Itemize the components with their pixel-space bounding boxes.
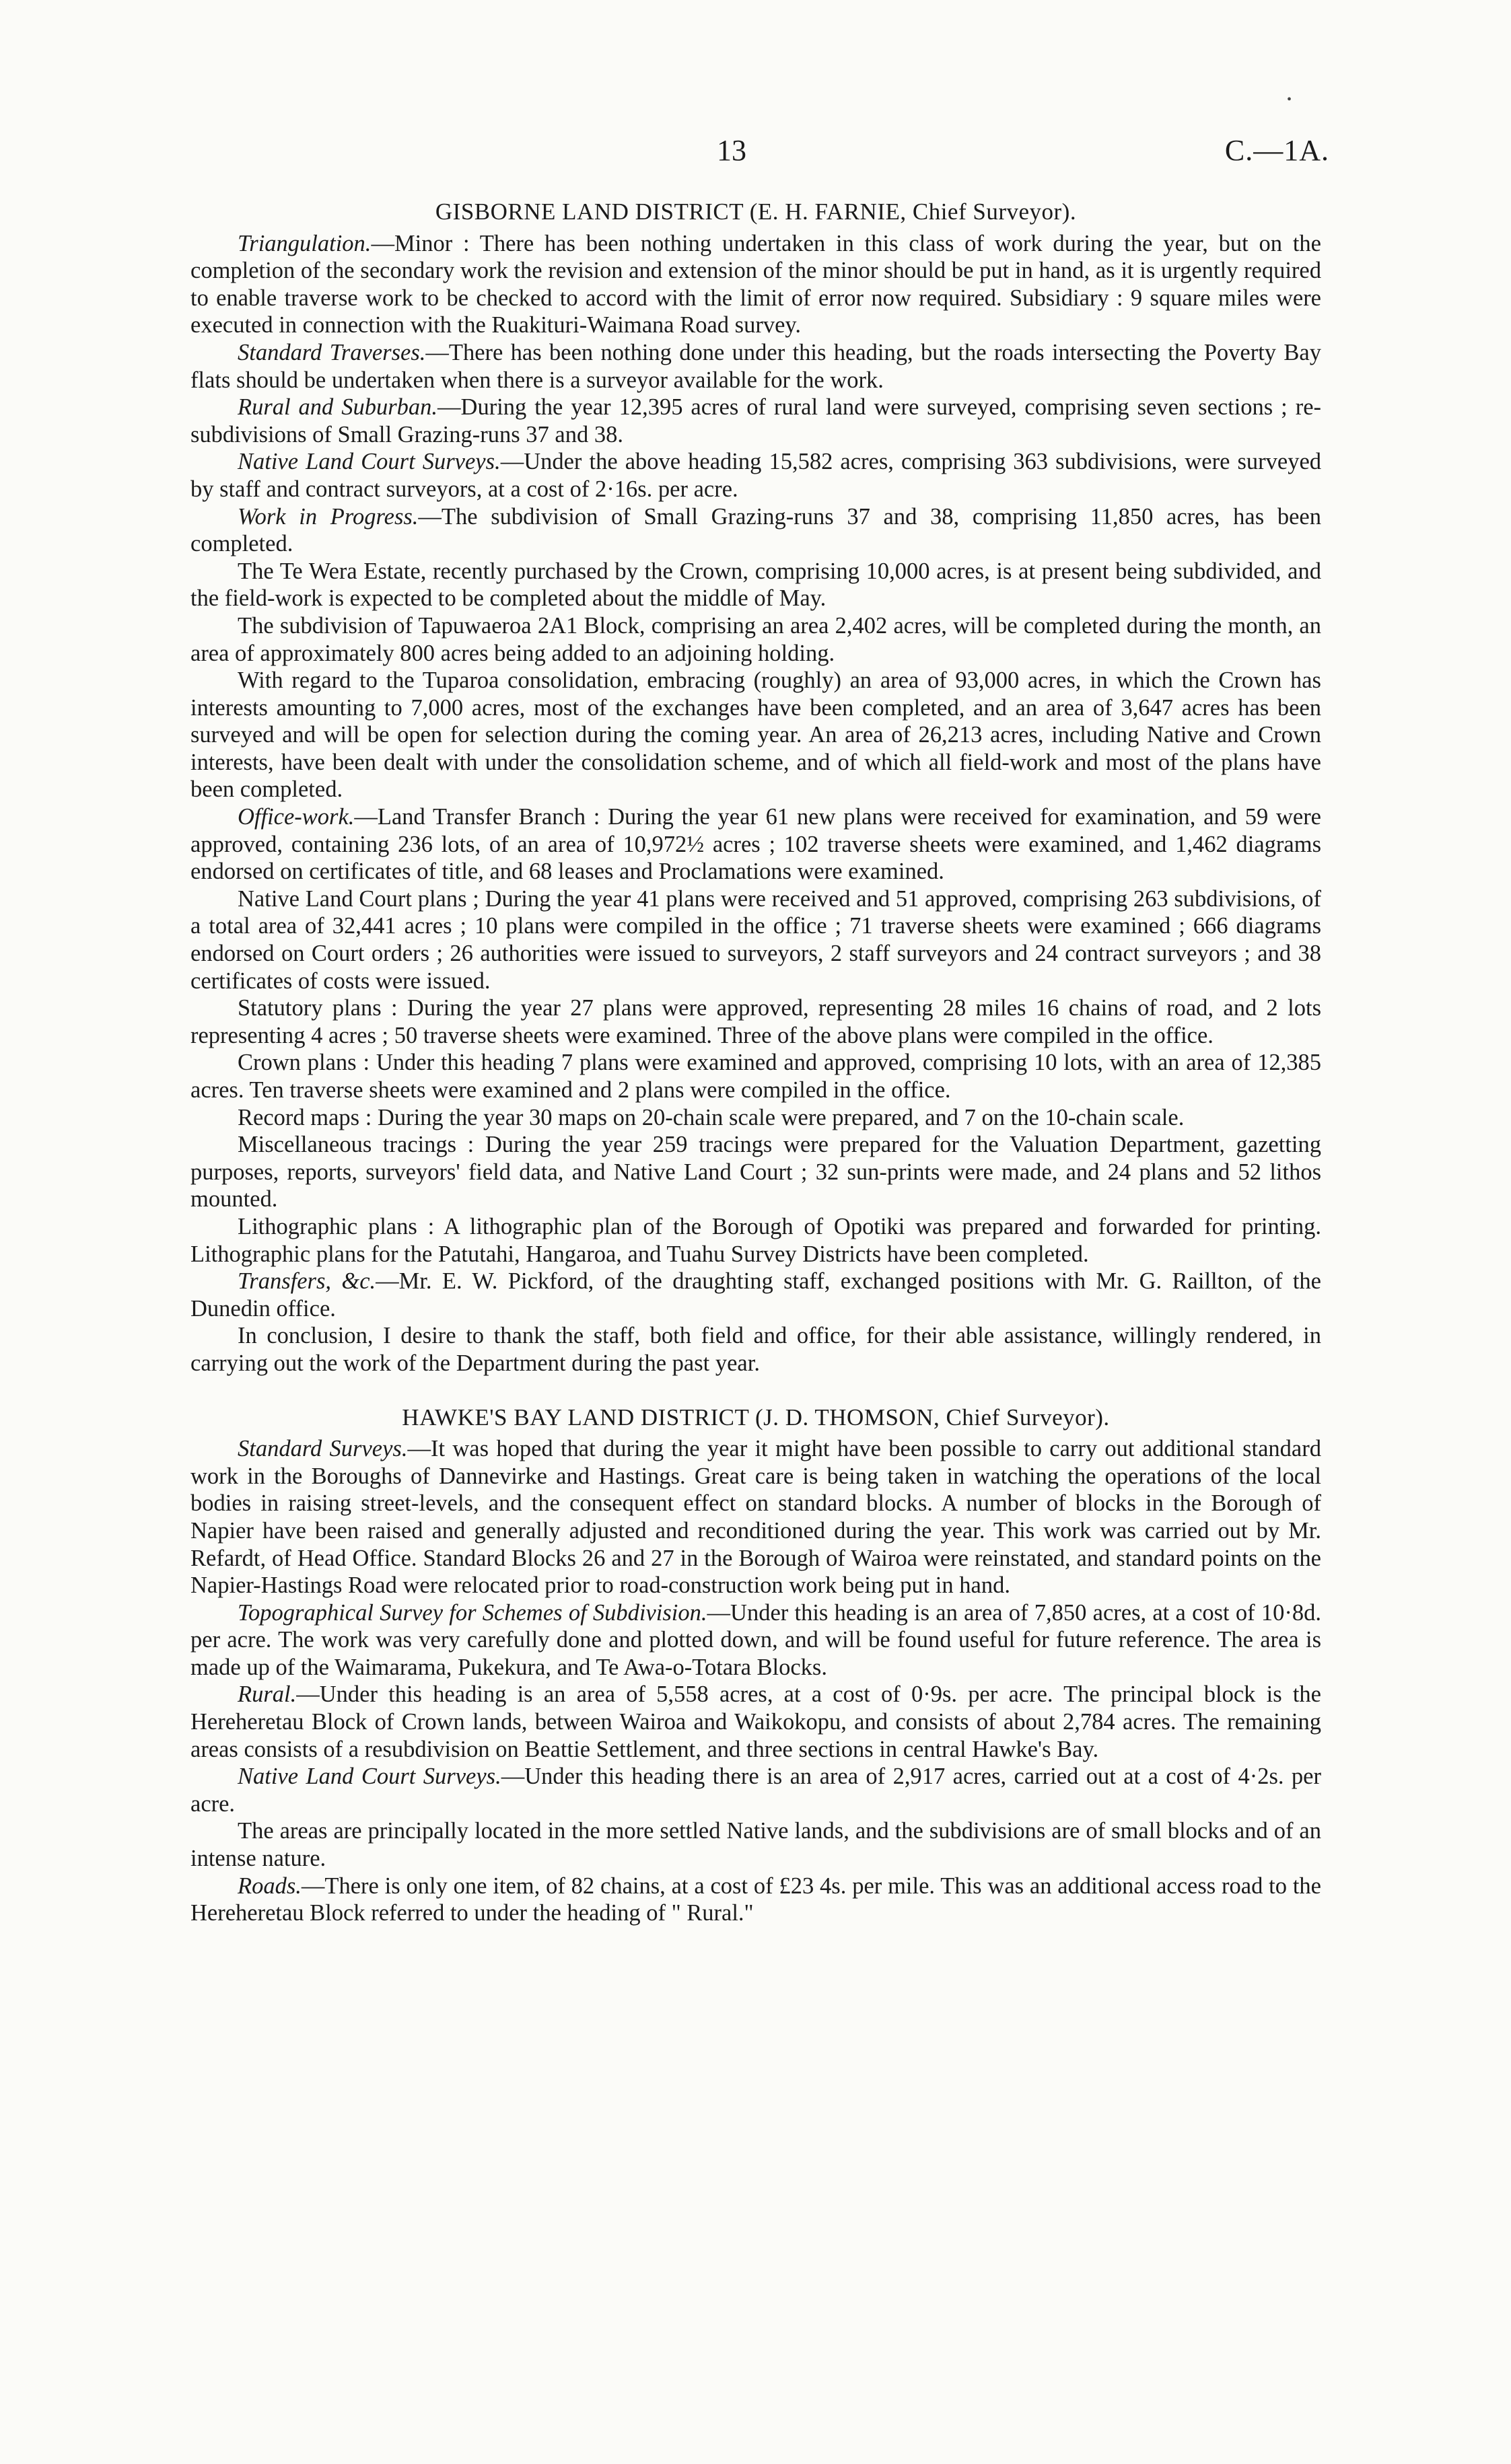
paragraph-text: —It was hoped that during the year it might have been possible to carry out additional standard work in the Boroughs of Dannevirke and Hastings. Great care is being taken in watching the operations of the local bodies in raising street-levels, and the consequent effect on standard blocks. A number of blocks in the Borough of Napier have been raised and generally adjusted and reconditioned during the year. This work was carried out by Mr. Refardt, of Head Office. Standard Blocks 26 and 27 in the Borough of Wairoa were reinstated, and standard points on the Napier-Hastings Road were relocated prior to road-construction work being put in hand. — [190, 1436, 1321, 1599]
paragraph — [190, 1681, 1321, 1763]
paragraph — [190, 1131, 1321, 1213]
paragraph-text: —The subdivision of Small Grazing-runs 37 and 38, comprising 11,850 acres, has been completed. — [190, 503, 1321, 557]
paragraph — [190, 885, 1321, 994]
paragraph-text: With regard to the Tuparoa consolidation, embracing (roughly) an area of 93,000 acres, in which the Crown has interests amounting to 7,000 acres, most of the exchanges have been completed, and an area of 3,647 acres has been surveyed and will be open for selection during the coming year. An area of 26,213 acres, including Native and Crown interests, have been dealt with under the consolidation scheme, and of which all field-work and most of the plans have been completed. — [190, 667, 1321, 803]
paragraph-text: Statutory plans : During the year 27 plans were approved, representing 28 miles 16 chains of road, and 2 lots representing 4 acres ; 50 traverse sheets were examined. Three of the above plans were compiled in the office. — [190, 995, 1321, 1048]
paragraph-text: —Under this heading is an area of 7,850 acres, at a cost of 10·8d. per acre. The work was very carefully done and plotted down, and will be found useful for future reference. The area is made up of the Waimarama, Pukekura, and Te Awa-o-Totara Blocks. — [190, 1599, 1321, 1680]
page-header — [0, 133, 1511, 174]
paragraph — [190, 1322, 1321, 1377]
paragraph — [190, 230, 1321, 339]
paragraph-text: Lithographic plans : A lithographic plan of the Borough of Opotiki was prepared and forwarded for printing. Lithographic plans for the Patutahi, Hangaroa, and Tuahu Survey Districts have been completed. — [190, 1213, 1321, 1267]
corner-mark: • — [1287, 92, 1292, 107]
section-title: GISBORNE LAND DISTRICT (E. H. FARNIE, Chief Surveyor). — [435, 198, 1077, 225]
series-code: C.—1A. — [1224, 134, 1329, 167]
paragraph-text: —Mr. E. W. Pickford, of the draughting staff, exchanged positions with Mr. G. Raillton, of the Dunedin office. — [190, 1268, 1321, 1321]
paragraph-text: —Under the above heading 15,582 acres, comprising 363 subdivisions, were surveyed by staff and contract surveyors, at a cost of 2·16s. per acre. — [190, 449, 1322, 502]
paragraph-text: In conclusion, I desire to thank the staff, both field and office, for their able assistance, willingly rendered, in carrying out the work of the Department during the past year. — [190, 1323, 1321, 1376]
page-number: 13 — [717, 134, 746, 167]
paragraph — [190, 1213, 1321, 1268]
paragraph — [190, 1268, 1321, 1322]
paragraph — [190, 1435, 1321, 1599]
section-title: HAWKE'S BAY LAND DISTRICT (J. D. THOMSON, Chief Surveyor). — [402, 1404, 1110, 1430]
paragraph-heading: Roads. — [238, 1873, 302, 1899]
paragraph-heading: Triangulation. — [238, 230, 372, 256]
paragraph-text: —Under this heading there is an area of 2,917 acres, carried out at a cost of 4·2s. per acre. — [190, 1764, 1321, 1817]
paragraph — [190, 339, 1321, 394]
paragraph-heading: Rural and Suburban. — [238, 394, 438, 421]
paragraph — [190, 1817, 1321, 1872]
paragraph-text: —Under this heading is an area of 5,558 acres, at a cost of 0·9s. per acre. The principal block is the Hereheretau Block of Crown lands, between Wairoa and Waikokopu, and consists of about 2,784 acres. The remaining areas consists of a resubdivision on Beattie Settlement, and three sections in central Hawke's Bay. — [190, 1681, 1321, 1762]
paragraph — [190, 803, 1321, 885]
paragraph-heading: Standard Surveys. — [238, 1436, 408, 1462]
paragraph-text: —There is only one item, of 82 chains, at a cost of £23 4s. per mile. This was an additional access road to the Hereheretau Block referred to under the heading of " Rural." — [190, 1873, 1321, 1926]
paragraph — [190, 448, 1321, 503]
paragraph-text: The Te Wera Estate, recently purchased by the Crown, comprising 10,000 acres, is at present being subdivided, and the field-work is expected to be completed about the middle of May. — [190, 558, 1321, 612]
paragraph-text: Native Land Court plans ; During the year 41 plans were received and 51 approved, comprising 263 subdivisions, of a total area of 32,441 acres ; 10 plans were compiled in the office ; 71 traverse sheets were examined ; 666 diagrams endorsed on Court orders ; 26 authorities were issued to surveyors, 2 staff surveyors and 24 contract surveyors ; and 38 certificates of costs were issued. — [190, 885, 1321, 994]
document-body — [190, 198, 1321, 1927]
paragraph-text: —Minor : There has been nothing undertaken in this class of work during the year, but on the completion of the secondary work the revision and extension of the minor should be put in hand, as it is urgently required to enable traverse work to be checked to accord with the limit of error now required. Subsidiary : 9 square miles were executed in connection with the Ruakituri-Waimana Road survey. — [190, 230, 1321, 338]
paragraph — [190, 667, 1321, 803]
paragraph-text: The subdivision of Tapuwaeroa 2A1 Block, comprising an area 2,402 acres, will be completed during the month, an area of approximately 800 acres being added to an adjoining holding. — [190, 612, 1321, 666]
paragraph-text: —There has been nothing done under this heading, but the roads intersecting the Poverty Bay flats should be undertaken when there is a surveyor available for the work. — [190, 339, 1321, 393]
paragraph-heading: Work in Progress. — [238, 503, 419, 530]
paragraph — [190, 503, 1321, 558]
paragraph-heading: Native Land Court Surveys. — [238, 449, 501, 475]
paragraph-heading: Standard Traverses. — [238, 339, 426, 365]
paragraph-text: Miscellaneous tracings : During the year 259 tracings were prepared for the Valuation Department, gazetting purposes, reports, surveyors' field data, and Native Land Court ; 32 sun-prints were made, and 24 plans and 52 lithos mounted. — [190, 1132, 1321, 1212]
paragraph-heading: Office-work. — [238, 804, 355, 830]
paragraph-text: The areas are principally located in the more settled Native lands, and the subdivisions are of small blocks and of an intense nature. — [190, 1818, 1321, 1872]
paragraph-heading: Topographical Survey for Schemes of Subdivision. — [238, 1599, 707, 1626]
paragraph — [190, 994, 1321, 1049]
paragraph — [190, 612, 1321, 667]
paragraph-text: Record maps : During the year 30 maps on 20-chain scale were prepared, and 7 on the 10-chain scale. — [238, 1104, 1185, 1130]
paragraph-heading: Transfers, &c. — [238, 1268, 376, 1295]
paragraph — [190, 558, 1321, 612]
paragraph-heading: Native Land Court Surveys. — [238, 1764, 501, 1790]
paragraph — [190, 1104, 1321, 1132]
paragraph — [190, 1763, 1321, 1817]
paragraph — [190, 394, 1321, 448]
paragraph — [190, 1049, 1321, 1103]
paragraph — [190, 1599, 1321, 1681]
paragraph-text: —During the year 12,395 acres of rural land were surveyed, comprising seven sections ; re-subdivisions of Small Grazing-runs 37 and 38. — [190, 394, 1321, 447]
paragraph-text: Crown plans : Under this heading 7 plans were examined and approved, comprising 10 lots, with an area of 12,385 acres. Ten traverse sheets were examined and 2 plans were compiled in the office. — [190, 1050, 1321, 1103]
paragraph-text: —Land Transfer Branch : During the year 61 new plans were received for examination, and 59 were approved, containing 236 lots, of an area of 10,972½ acres ; 102 traverse sheets were examined, and 1,462 diagrams endorsed on certificates of title, and 68 leases and Proclamations were examined. — [190, 804, 1321, 885]
paragraph-heading: Rural. — [238, 1681, 297, 1708]
paragraph — [190, 1873, 1321, 1927]
